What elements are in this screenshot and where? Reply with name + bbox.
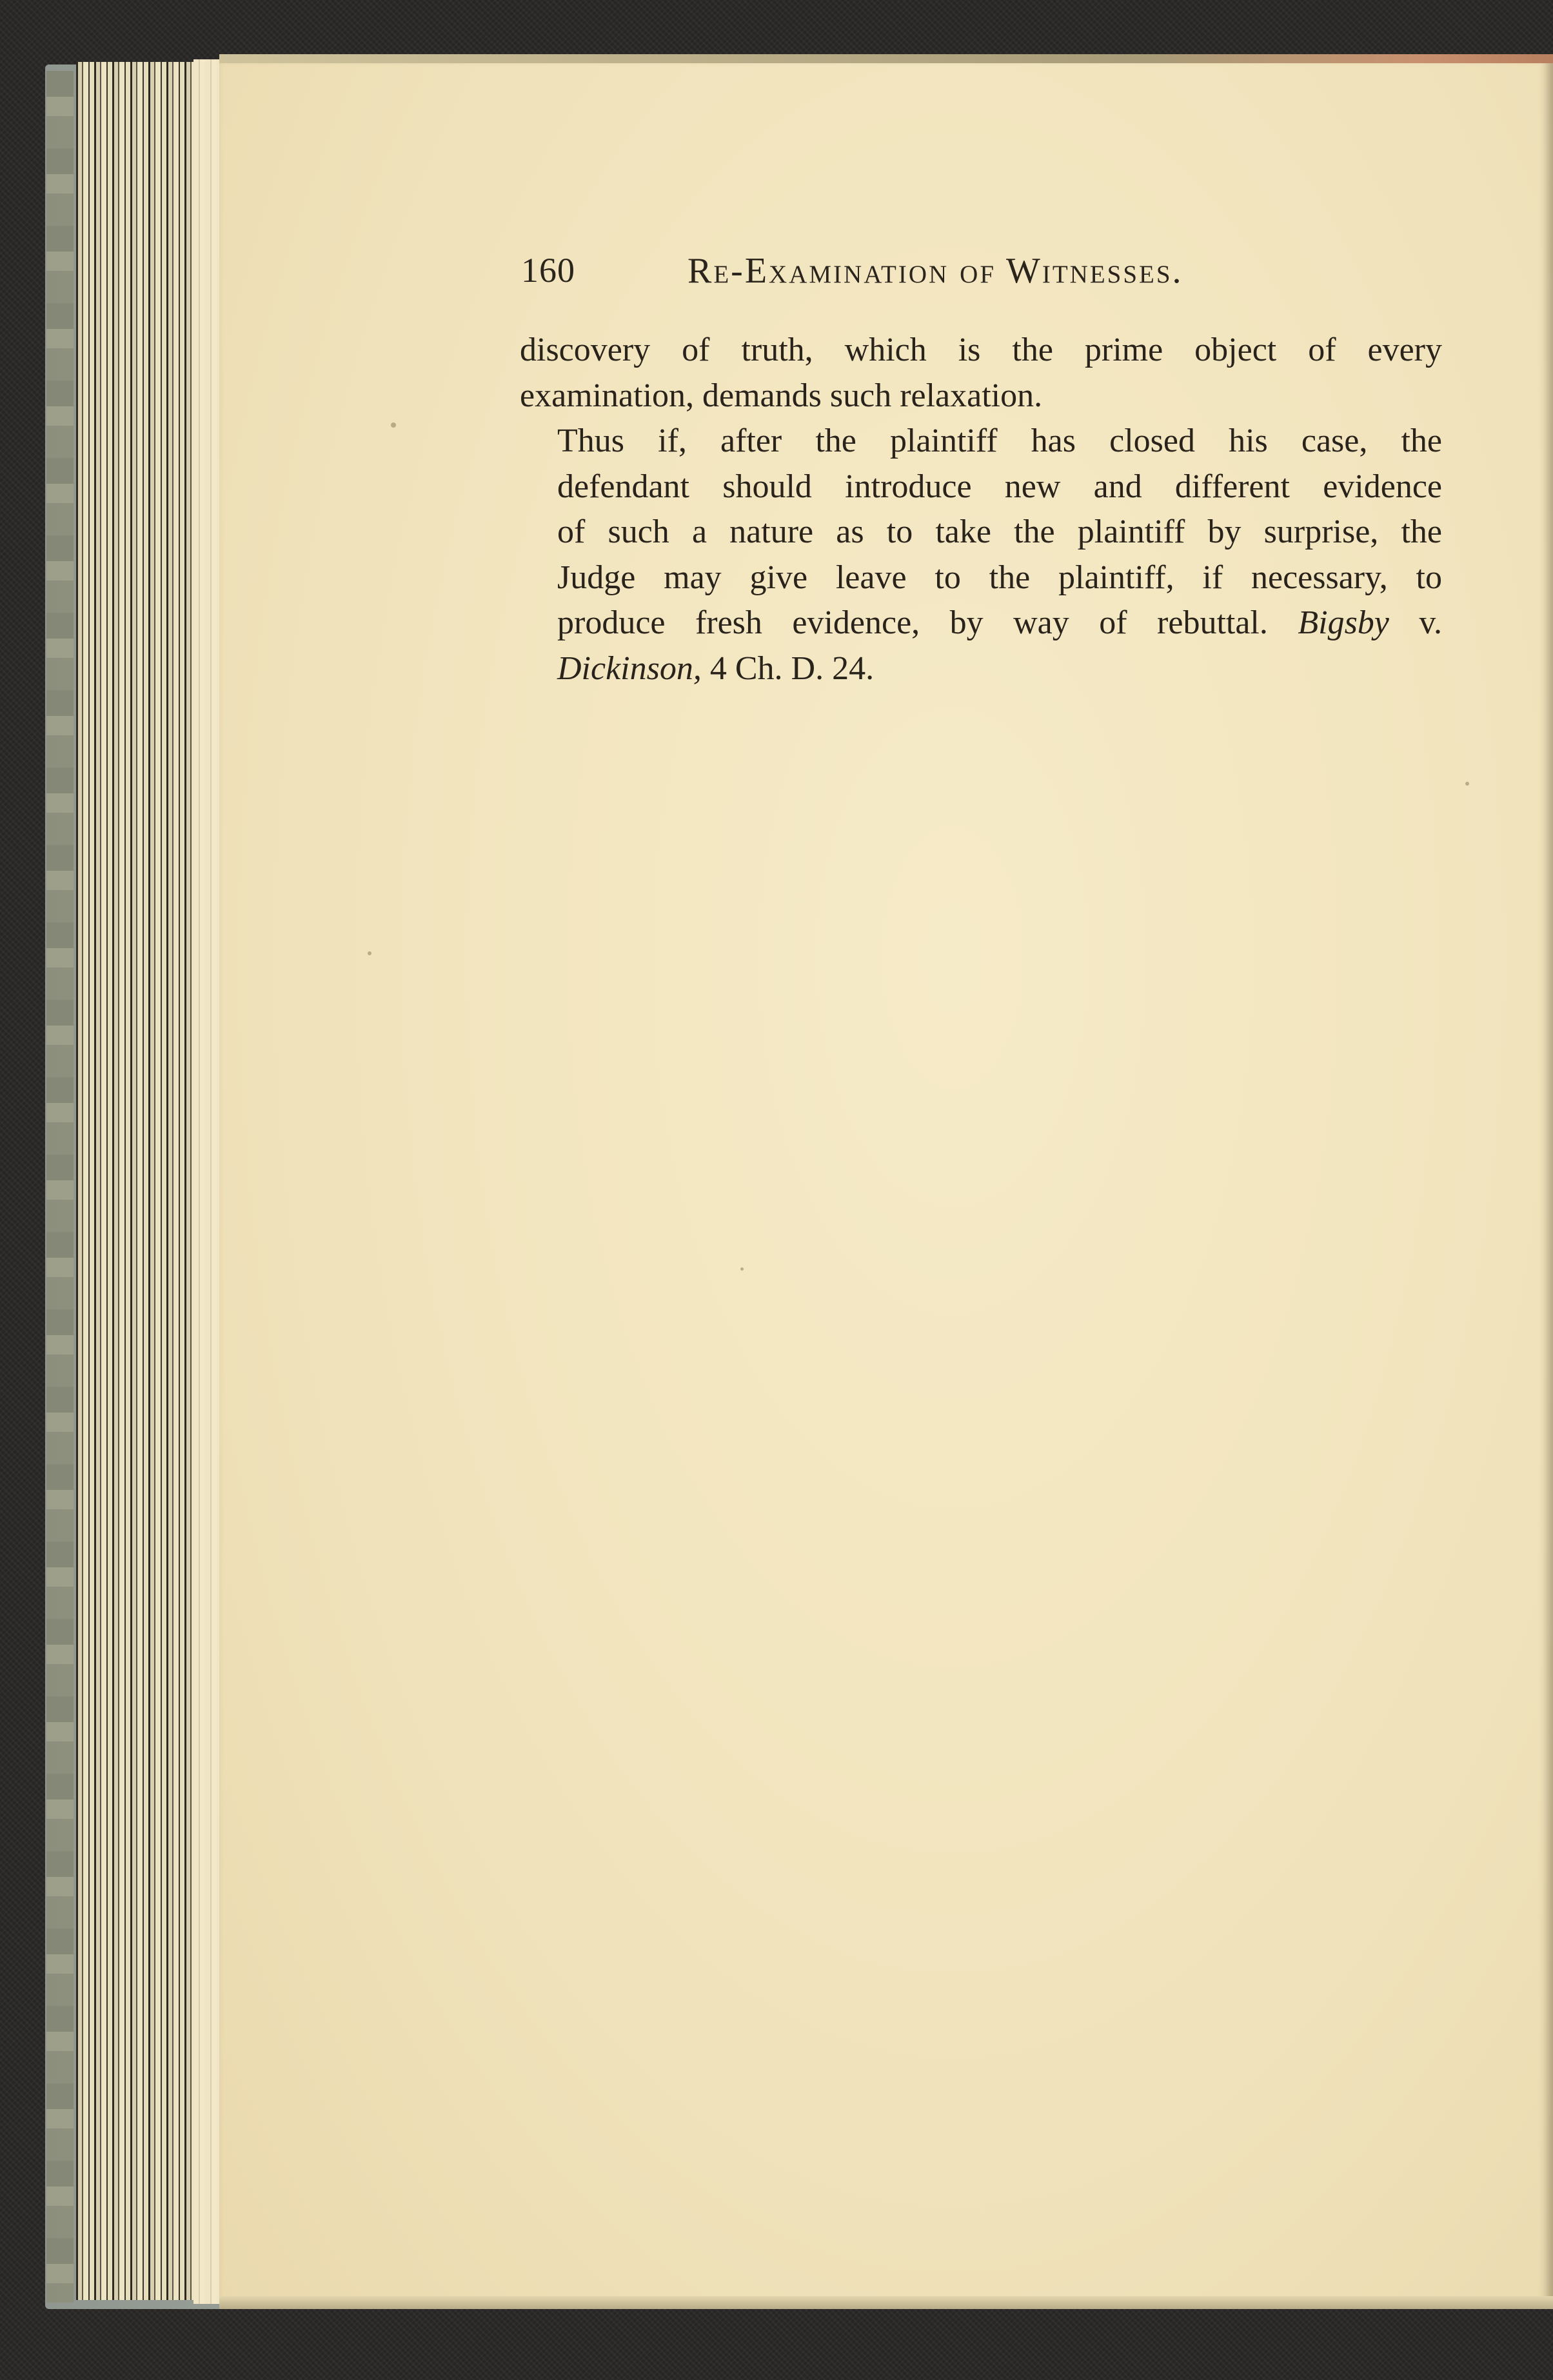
text-line: examination, demands such relaxation. (520, 377, 1043, 414)
text-line: Judge may give leave to the plaintiff, if necessary, to (557, 559, 1442, 596)
cover-wear (46, 71, 74, 2303)
page-top-edge (219, 54, 1553, 63)
text-line: produce fresh evidence, by way of rebuttal. (557, 604, 1268, 641)
page-bottom-edge (219, 2296, 1553, 2309)
text-line: of such a nature as to take the plaintiff by surprise, the (557, 513, 1442, 550)
paragraph-continued (520, 328, 1442, 419)
running-head (521, 250, 1314, 295)
case-name-first: Bigsby (1298, 604, 1389, 641)
paper-speck (391, 422, 396, 428)
running-title: Re-Examination of Witnesses. (687, 251, 1183, 291)
text-line: Thus if, after the plaintiff has closed his case, the (557, 422, 1442, 459)
paper-speck (1465, 782, 1469, 786)
case-reference: 4 Ch. D. 24. (709, 650, 875, 687)
body-text (520, 328, 1442, 691)
citation-line (520, 646, 1442, 692)
case-name-second: Dickinson, (557, 650, 702, 687)
paper-speck (368, 951, 371, 955)
paper-speck (740, 1267, 744, 1271)
text-line: discovery of truth, which is the prime object of every (520, 332, 1442, 368)
text-line-with-citation (520, 600, 1442, 646)
page-number: 160 (521, 251, 575, 290)
text-line: defendant should introduce new and different evidence (557, 468, 1442, 505)
paragraph-rebuttal (520, 419, 1442, 691)
versus: v. (1419, 604, 1442, 641)
